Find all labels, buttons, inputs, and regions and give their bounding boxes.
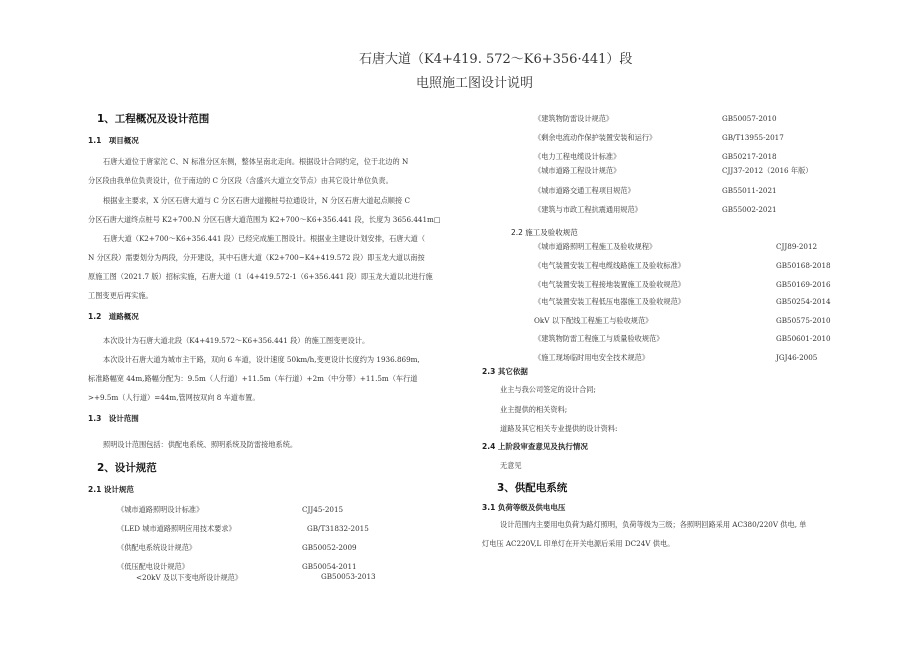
paragraph-line: 照明设计范围包括：供配电系统、照明系统及防雷接地系统。	[103, 440, 298, 449]
standard-name: 《城市道路照明设计标准》	[117, 505, 204, 514]
paragraph-line: 原施工图（2021.7 版）招标实施，石唐大道（1（4+419.572-1（6+356.441 段）即玉龙大道以北进行施	[88, 272, 433, 281]
paragraph-line: 业主提供的相关资料;	[500, 405, 568, 414]
section-1-heading: 1、工程概况及设计范围	[97, 113, 210, 125]
standard-code: GB50601-2010	[776, 334, 831, 343]
standard-code: GB50053-2013	[321, 572, 376, 581]
standard-name: 《供配电系统设计规范》	[117, 543, 197, 552]
paragraph-line: 分区石唐大道终点桩号 K2+700.N 分区石唐大道范围为 K2+700～K6+356.441 段，长度为 3656.441m□	[88, 215, 441, 224]
standard-code: CJJ89-2012	[776, 242, 818, 251]
subsection-1-1-heading: 1.1 项目概况	[88, 136, 139, 145]
paragraph-line: 业主与我公司签定的设计合同;	[500, 385, 596, 394]
standard-name: 《施工现场临时用电安全技术规范》	[534, 353, 650, 362]
paragraph-line: 本次设计石唐大道为城市主干路，双向 6 车道，设计速度 50km/h,变更设计长度约为 1936.869m,	[103, 355, 420, 364]
paragraph-line: 无意见	[500, 461, 522, 470]
subsection-2-2-heading: 2.2 施工及验收规范	[511, 228, 578, 237]
standard-name: 《城市道路工程设计规范》	[534, 166, 621, 175]
paragraph-line: 道路及其它相关专业提供的设计资料:	[500, 424, 618, 433]
standard-name: 《电力工程电缆设计标准》	[534, 152, 621, 161]
standard-code: GB55002-2021	[722, 205, 777, 214]
standard-code: GB55011-2021	[722, 186, 777, 195]
paragraph-line: 根据业主要求，X 分区石唐大道与 C 分区石唐大道搬桩号拉通设计，N 分区石唐大道起点顺接 C	[103, 196, 410, 205]
standard-code: GB50054-2011	[302, 562, 357, 571]
standard-name: OkV 以下配线工程施工与验收规范》	[534, 316, 653, 325]
standard-code: GB50217-2018	[722, 152, 777, 161]
standard-name: 《LED 城市道路照明应用技术要求》	[117, 524, 236, 533]
standard-code: GB50575-2010	[776, 316, 831, 325]
standard-code: GB50169-2016	[776, 280, 831, 289]
doc-title-line2: 电照施工图设计说明	[416, 76, 534, 91]
standard-name: 《建筑物防雷工程施工与质量验收规范》	[534, 334, 664, 343]
standard-code: GB50052-2009	[302, 543, 357, 552]
paragraph-line: 灯电压 AC220V,L 印单灯在开关电源后采用 DC24V 供电。	[482, 539, 675, 548]
subsection-3-1-heading: 3.1 负荷等级及供电电压	[482, 503, 566, 512]
standard-name: 《电气装置安装工程低压电器施工及验收规范》	[534, 297, 685, 306]
standard-code: GB50168-2018	[776, 261, 831, 270]
section-2-heading: 2、设计规范	[97, 462, 157, 474]
standard-name: 《建筑与市政工程抗震通用规范》	[534, 205, 642, 214]
subsection-2-4-heading: 2.4 上阶段审查意见及执行情况	[482, 442, 588, 451]
subsection-2-1-heading: 2.1 设计规范	[88, 485, 134, 494]
standard-name: 《城市道路交通工程项目规范》	[534, 186, 635, 195]
standard-code: GB50254-2014	[776, 297, 831, 306]
standard-name: <20kV 及以下变电所设计规范》	[136, 573, 243, 582]
standard-code: CJJ45-2015	[302, 505, 344, 514]
paragraph-line: 石唐大道位于唐家沱 C、N 标准分区东侧，整体呈南北走向。根据设计合同约定，位于北边的 N	[103, 157, 409, 166]
standard-name: 《电气装置安装工程电缆线路施工及验收标准》	[534, 261, 685, 270]
subsection-2-3-heading: 2.3 其它依据	[482, 367, 528, 376]
subsection-1-2-heading: 1.2 道路概况	[88, 312, 139, 321]
paragraph-line: 标准路幅宽 44m,路幅分配为：9.5m（人行道）+11.5m（车行道）+2m（中分带）+11.5m（车行道	[88, 374, 418, 383]
standard-name: 《建筑物防雷设计规范》	[534, 114, 614, 123]
standard-name: 《电气装置安装工程接地装置施工及验收规范》	[534, 280, 685, 289]
standard-code: GB/T31832-2015	[307, 524, 369, 533]
paragraph-line: 石唐大道（K2+700～K6+356.441 段）已经完成施工图设计。根据业主建设计划安排，石唐大道（	[103, 234, 426, 243]
paragraph-line: 工图变更后再实施。	[88, 291, 153, 300]
standard-code: GB/T13955-2017	[722, 133, 784, 142]
standard-code: JGJ46-2005	[776, 353, 818, 362]
paragraph-line: >+9.5m（人行道）=44m,管网按双向 8 车道布置。	[88, 393, 260, 402]
subsection-1-3-heading: 1.3 设计范围	[88, 414, 139, 423]
paragraph-line: 本次设计为石唐大道北段（K4+419.572～K6+356.441 段）的施工图变更设计。	[103, 336, 370, 345]
paragraph-line: 设计范围内主要用电负荷为路灯照明，负荷等级为三级；各照明回路采用 AC380/220V 供电, 单	[500, 520, 807, 529]
standard-name: 《低压配电设计规范》	[117, 562, 189, 571]
paragraph-line: 分区段由我单位负责设计，位于南边的 C 分区段（含盛兴大道立交节点）由其它设计单位负责。	[88, 176, 393, 185]
doc-title-line1: 石唐大道（K4+419. 572～K6+356·441）段	[359, 52, 633, 67]
standard-code: CJJ37-2012（2016 年版）	[722, 166, 813, 175]
standard-code: GB50057-2010	[722, 114, 777, 123]
section-3-heading: 3、供配电系统	[497, 482, 568, 494]
standard-name: 《剩余电流动作保护装置安装和运行》	[534, 133, 657, 142]
paragraph-line: N 分区段）需要划分为两段，分开建设，其中石唐大道（K2+700~K4+419.572 段）即玉龙大道以南按	[88, 253, 425, 262]
standard-name: 《城市道路照明工程施工及验收规程》	[534, 242, 657, 251]
